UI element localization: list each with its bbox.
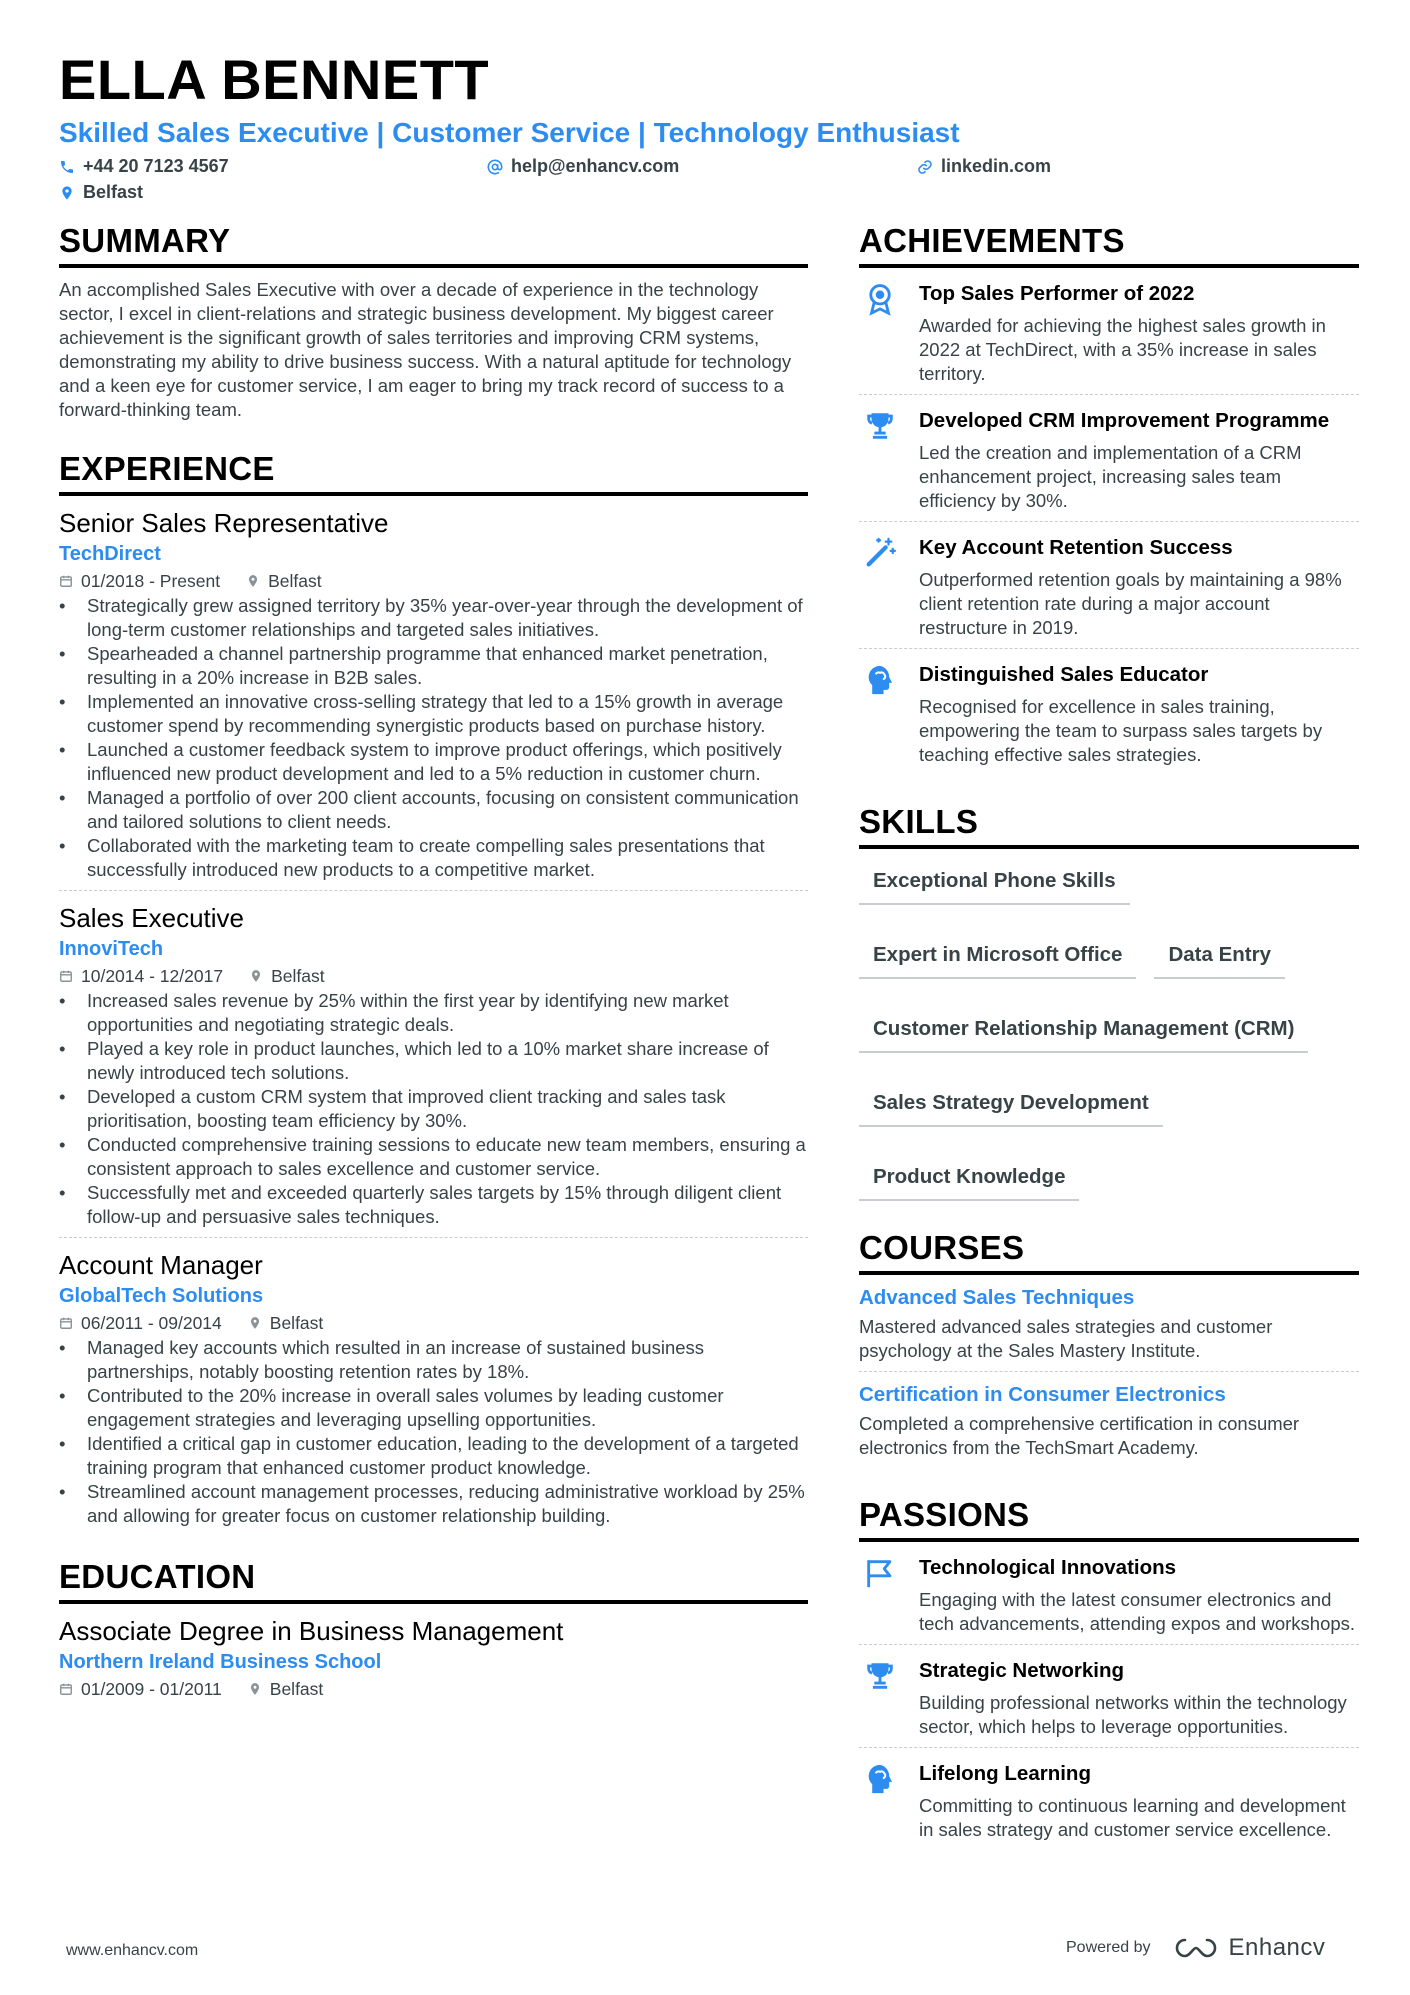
achievements-title: ACHIEVEMENTS xyxy=(859,222,1359,268)
passion-title: Technological Innovations xyxy=(919,1556,1177,1579)
job-bullets xyxy=(59,989,808,1229)
job-title: Sales Executive xyxy=(59,903,244,933)
footer-branding xyxy=(1066,1934,1325,1962)
job-meta xyxy=(59,963,808,989)
company-name: TechDirect xyxy=(59,543,161,565)
link-icon xyxy=(917,159,933,175)
trophy-icon xyxy=(863,409,897,443)
course-title: Certification in Consumer Electronics xyxy=(859,1383,1226,1406)
head-brain-icon xyxy=(863,663,897,697)
skills-section xyxy=(859,803,1359,1201)
course-desc: Completed a comprehensive certification in consumer electronics from the TechSmart Academy. xyxy=(859,1413,1300,1458)
magic-wand-icon xyxy=(863,536,897,570)
achievement-desc: Awarded for achieving the highest sales growth in 2022 at TechDirect, with a 35% increase in sales territory. xyxy=(919,315,1326,384)
job-bullet: • Conducted comprehensive training sessions to educate new team members, ensuring a consistent approach to sales excellence and customer service. xyxy=(59,1133,808,1181)
linkedin-contact[interactable] xyxy=(917,156,1051,177)
skill-tag: Exceptional Phone Skills xyxy=(859,863,1130,905)
education-dates: 01/2009 - 01/2011 xyxy=(81,1679,222,1699)
job-bullet: • Developed a custom CRM system that improved client tracking and sales task prioritisation, boosting team efficiency by 30%. xyxy=(59,1085,808,1133)
job-bullet: • Strategically grew assigned territory by 35% year-over-year through the development of long-term customer relationships and targeted sales initiatives. xyxy=(59,594,808,642)
location-contact xyxy=(59,182,143,203)
skills-title: SKILLS xyxy=(859,803,1359,849)
brand-logo[interactable] xyxy=(1173,1934,1326,1962)
job-location: Belfast xyxy=(271,966,325,986)
job-entry xyxy=(59,506,808,891)
experience-title: EXPERIENCE xyxy=(59,450,808,496)
courses-section xyxy=(859,1229,1359,1468)
job-bullet: • Played a key role in product launches, which led to a 10% market share increase of newly introduced tech solutions. xyxy=(59,1037,808,1085)
job-bullets xyxy=(59,594,808,882)
job-bullet: • Launched a customer feedback system to improve product offerings, which positively influenced new product development and led to a 5% reduction in customer churn. xyxy=(59,738,808,786)
summary-section xyxy=(59,222,808,422)
passion-desc: Building professional networks within the technology sector, which helps to leverage opportunities. xyxy=(919,1692,1347,1737)
email-text: help@enhancv.com xyxy=(511,156,680,176)
map-pin-icon xyxy=(248,1682,262,1696)
contact-row xyxy=(59,156,1359,182)
linkedin-text: linkedin.com xyxy=(941,156,1052,176)
job-bullet: • Managed a portfolio of over 200 client accounts, focusing on consistent communication and tailored solutions to client needs. xyxy=(59,786,808,834)
experience-section xyxy=(59,450,808,1536)
skill-tag: Data Entry xyxy=(1154,937,1285,979)
skills-list xyxy=(859,863,1359,1201)
candidate-name: ELLA BENNETT xyxy=(59,48,490,111)
job-bullet: • Spearheaded a channel partnership programme that enhanced market penetration, resulting in a 20% increase in B2B sales. xyxy=(59,642,808,690)
job-location: Belfast xyxy=(269,1313,324,1333)
achievement-desc: Led the creation and implementation of a CRM enhancement project, increasing sales team efficiency by 30%. xyxy=(919,442,1302,511)
education-meta xyxy=(59,1676,808,1702)
course-item xyxy=(859,1275,1359,1372)
passion-desc: Engaging with the latest consumer electronics and tech advancements, attending expos and workshops. xyxy=(919,1589,1356,1634)
phone-icon xyxy=(59,159,75,175)
passion-item xyxy=(859,1645,1359,1748)
achievements-section xyxy=(859,222,1359,775)
map-pin-icon xyxy=(246,574,260,588)
education-title: EDUCATION xyxy=(59,1558,808,1604)
achievement-item xyxy=(859,649,1359,775)
school-name: Northern Ireland Business School xyxy=(59,1651,382,1673)
job-meta xyxy=(59,568,808,594)
job-dates: 10/2014 - 12/2017 xyxy=(81,966,224,986)
skill-tag: Expert in Microsoft Office xyxy=(859,937,1136,979)
job-bullets xyxy=(59,1336,808,1528)
head-brain-icon xyxy=(863,1762,897,1796)
brand-name: Enhancv xyxy=(1228,1934,1326,1961)
resume-header xyxy=(59,48,1359,208)
trophy-icon xyxy=(863,1659,897,1693)
job-bullet: • Increased sales revenue by 25% within the first year by identifying new market opportunities and negotiating strategic deals. xyxy=(59,989,808,1037)
summary-text: An accomplished Sales Executive with over a decade of experience in the technology sector, I excel in client-relations and strategic business development. My biggest career achievement is the significant growth of sales territories and improving CRM systems, demonstrating my ability to drive business success. With a natural aptitude for technology and a keen eye for customer service, I am eager to bring my track record of success to a forward-thinking team. xyxy=(59,279,792,420)
skill-tag: Sales Strategy Development xyxy=(859,1085,1163,1127)
passion-item xyxy=(859,1542,1359,1645)
achievement-item xyxy=(859,268,1359,395)
achievement-title: Distinguished Sales Educator xyxy=(919,663,1209,686)
location-text: Belfast xyxy=(83,182,144,202)
job-bullet: • Collaborated with the marketing team to create compelling sales presentations that successfully introduced new products to a competitive market. xyxy=(59,834,808,882)
enhancv-logo-icon xyxy=(1173,1936,1219,1960)
passions-section xyxy=(859,1496,1359,1850)
education-section xyxy=(59,1558,808,1702)
candidate-headline: Skilled Sales Executive | Customer Service | Technology Enthusiast xyxy=(59,117,960,148)
location-row xyxy=(59,182,1359,208)
passion-title: Lifelong Learning xyxy=(919,1762,1091,1785)
achievement-title: Key Account Retention Success xyxy=(919,536,1233,559)
achievement-desc: Outperformed retention goals by maintaining a 98% client retention rate during a major account restructure in 2019. xyxy=(919,569,1342,638)
skill-tag: Customer Relationship Management (CRM) xyxy=(859,1011,1308,1053)
job-entry xyxy=(59,901,808,1238)
job-title: Account Manager xyxy=(59,1250,263,1280)
job-bullet: • Managed key accounts which resulted in an increase of sustained business partnerships, notably boosting retention rates by 18%. xyxy=(59,1336,808,1384)
email-contact[interactable] xyxy=(487,156,679,177)
passions-title: PASSIONS xyxy=(859,1496,1359,1542)
education-location: Belfast xyxy=(269,1679,324,1699)
passion-item xyxy=(859,1748,1359,1850)
job-bullet: • Implemented an innovative cross-selling strategy that led to a 15% growth in average customer spend by recommending synergistic products based on purchase history. xyxy=(59,690,808,738)
company-name: GlobalTech Solutions xyxy=(59,1285,264,1307)
map-pin-icon xyxy=(249,969,263,983)
award-ribbon-icon xyxy=(863,282,897,316)
passion-title: Strategic Networking xyxy=(919,1659,1125,1682)
achievement-desc: Recognised for excellence in sales training, empowering the team to surpass sales targets by teaching effective sales strategies. xyxy=(919,696,1323,765)
skill-tag: Product Knowledge xyxy=(859,1159,1079,1201)
left-column xyxy=(59,222,808,1730)
job-location: Belfast xyxy=(268,571,322,591)
job-dates: 01/2018 - Present xyxy=(81,571,221,591)
calendar-icon xyxy=(59,574,73,588)
achievement-title: Top Sales Performer of 2022 xyxy=(919,282,1195,305)
job-title: Senior Sales Representative xyxy=(59,508,389,538)
achievement-item xyxy=(859,522,1359,649)
summary-title: SUMMARY xyxy=(59,222,808,268)
phone-text: +44 20 7123 4567 xyxy=(83,156,229,176)
calendar-icon xyxy=(59,1316,73,1330)
company-name: InnoviTech xyxy=(59,938,164,960)
courses-title: COURSES xyxy=(859,1229,1359,1275)
map-pin-icon xyxy=(248,1316,262,1330)
degree-title: Associate Degree in Business Management xyxy=(59,1616,564,1646)
at-sign-icon xyxy=(487,159,503,175)
powered-by-text: Powered by xyxy=(1066,1939,1151,1956)
phone-contact xyxy=(59,156,229,177)
job-entry xyxy=(59,1248,808,1536)
job-meta xyxy=(59,1310,808,1336)
flag-icon xyxy=(863,1556,897,1590)
course-title: Advanced Sales Techniques xyxy=(859,1286,1135,1309)
right-column xyxy=(859,222,1359,1878)
passion-desc: Committing to continuous learning and development in sales strategy and customer service excellence. xyxy=(919,1795,1346,1840)
job-bullet: • Streamlined account management processes, reducing administrative workload by 25% and allowing for greater focus on customer relationship building. xyxy=(59,1480,808,1528)
footer-website[interactable]: www.enhancv.com xyxy=(66,1942,199,1959)
job-bullet: • Successfully met and exceeded quarterly sales targets by 15% through diligent client follow-up and persuasive sales techniques. xyxy=(59,1181,808,1229)
job-bullet: • Contributed to the 20% increase in overall sales volumes by leading customer engagement strategies and leveraging upselling opportunities. xyxy=(59,1384,808,1432)
achievement-item xyxy=(859,395,1359,522)
job-bullet: • Identified a critical gap in customer education, leading to the development of a targeted training program that enhanced customer product knowledge. xyxy=(59,1432,808,1480)
calendar-icon xyxy=(59,1682,73,1696)
job-dates: 06/2011 - 09/2014 xyxy=(81,1313,222,1333)
calendar-icon xyxy=(59,969,73,983)
course-item xyxy=(859,1372,1359,1468)
map-pin-icon xyxy=(59,185,75,201)
achievement-title: Developed CRM Improvement Programme xyxy=(919,409,1330,432)
course-desc: Mastered advanced sales strategies and customer psychology at the Sales Mastery Institute. xyxy=(859,1316,1273,1361)
